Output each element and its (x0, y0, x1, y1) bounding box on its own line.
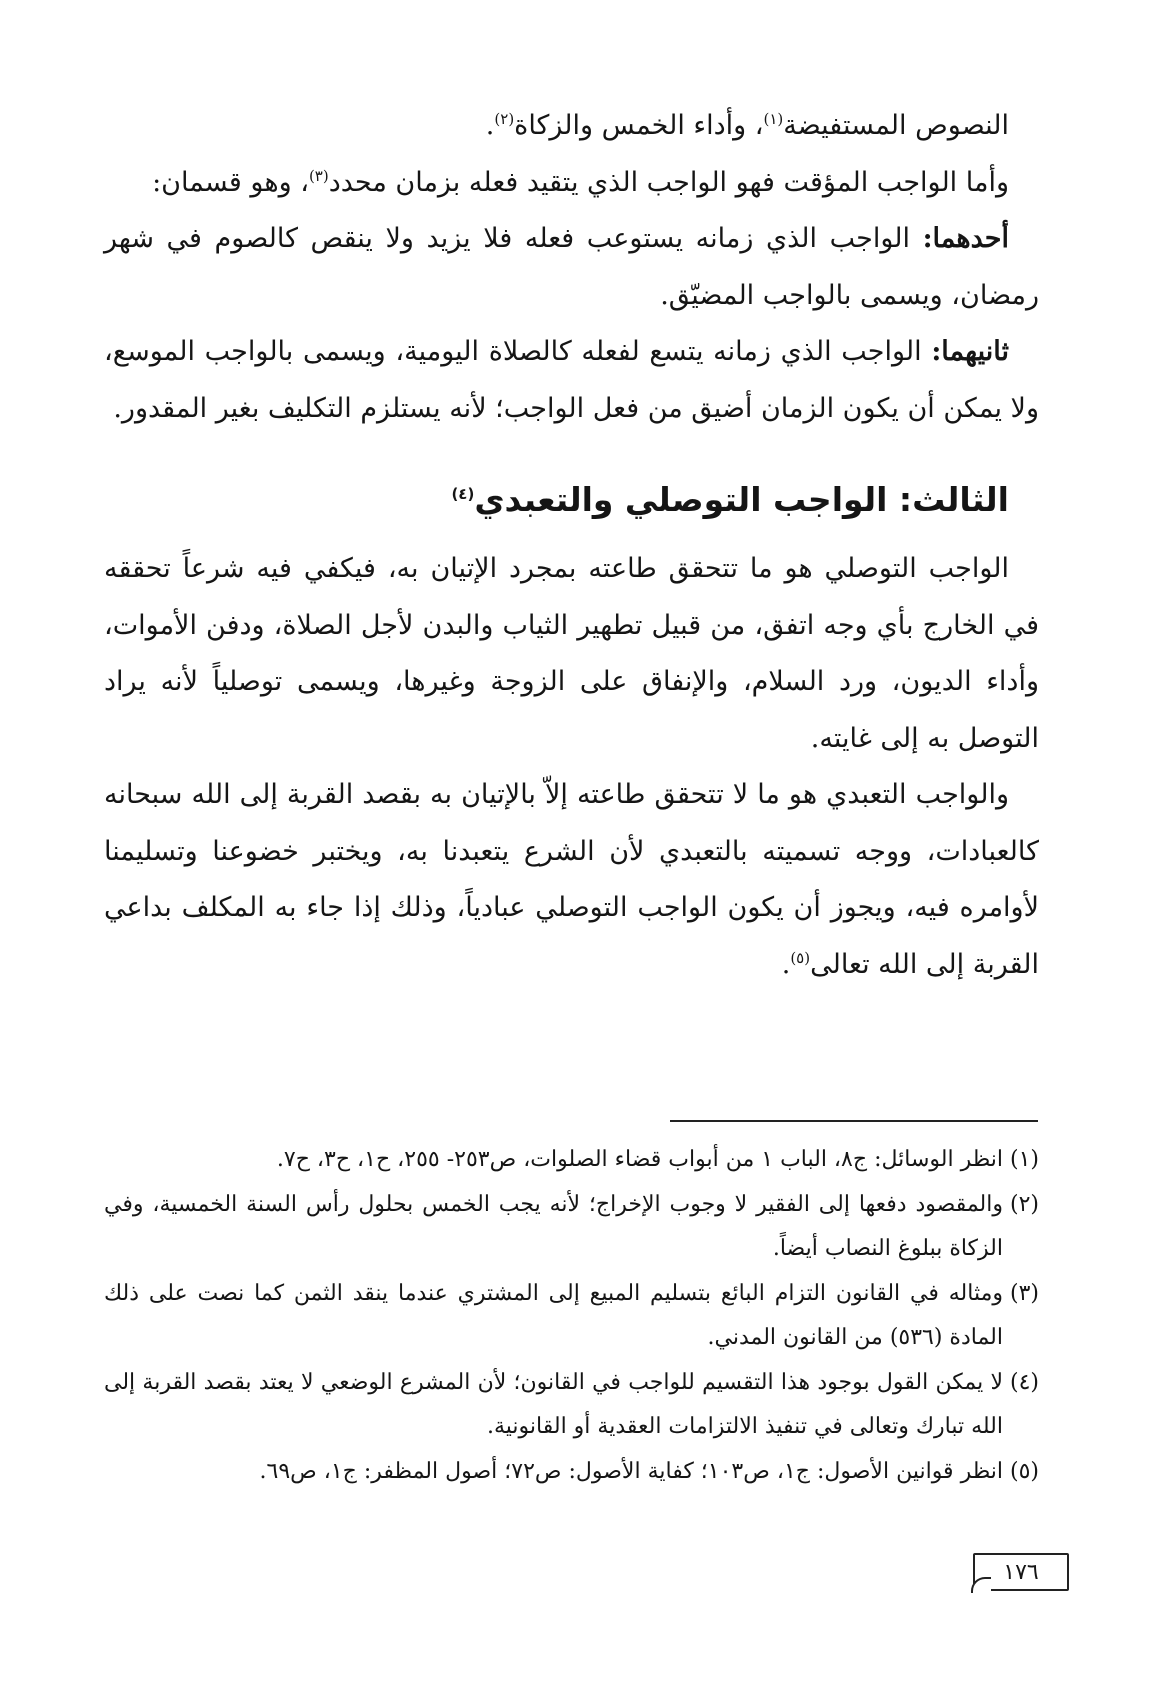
paragraph-6 (104, 767, 1039, 993)
footnote-text: انظر قوانين الأصول: ج١، ص١٠٣؛ كفاية الأصول: ص٧٢؛ أصول المظفر: ج١، ص٦٩. (259, 1459, 1003, 1484)
footnote-4 (104, 1361, 1039, 1449)
footnote-text: انظر الوسائل: ج٨، الباب ١ من أبواب قضاء الصلوات، ص٢٥٣- ٢٥٥، ح١، ح٣، ح٧. (276, 1147, 1003, 1172)
footnote-marker: (٢) (494, 110, 515, 128)
paragraph-text: الواجب الذي زمانه يستوعب فعله فلا يزيد ولا ينقص كالصوم في شهر رمضان، ويسمى بالواجب المضيّق. (104, 223, 1039, 311)
footnote-number: (٥) (1009, 1459, 1039, 1484)
footnote-1 (104, 1138, 1039, 1182)
footnote-text: ومثاله في القانون التزام البائع بتسليم المبيع إلى المشتري عندما ينقد الثمن كما نصت على ذلك المادة (٥٣٦) من القانون المدني. (104, 1281, 1003, 1350)
footnote-marker: (٤) (451, 485, 475, 503)
footnote-marker: (١) (763, 110, 784, 128)
paragraph-1 (104, 98, 1039, 155)
footnote-separator (670, 1120, 1038, 1122)
footnote-marker: (٥) (790, 948, 811, 967)
section-title: الواجب التوصلي والتعبدي (474, 480, 899, 519)
paragraph-5: الواجب التوصلي هو ما تتحقق طاعته بمجرد الإتيان به، فيكفي فيه شرعاً تحققه في الخارج بأي وجه اتفق، من قبيل تطهير الثياب والبدن لأجل الصلاة، ودفن الأموات، وأداء الديون، ورد السلام، والإنفاق على الزوجة وغيرها، ويسمى توصلياً لأنه يراد التوصل به إلى غايته. (104, 553, 1039, 754)
paragraph-text: النصوص المستفيضة (783, 110, 1009, 141)
footnote-marker: (٣) (308, 166, 329, 185)
section-heading (104, 475, 1009, 525)
main-text (104, 98, 1039, 993)
paragraph-text: الواجب الذي زمانه يتسع لفعله كالصلاة اليومية، ويسمى بالواجب الموسع، ولا يمكن أن يكون الزمان أضيق من فعل الواجب؛ لأنه يستلزم التكليف بغير المقدور. (104, 336, 1039, 424)
page-number: ١٧٦ (1003, 1559, 1039, 1585)
paragraph-text: والواجب التعبدي هو ما لا تتحقق طاعته إلاّ بالإتيان به بقصد القربة إلى الله سبحانه كالعبادات، ووجه تسميته بالتعبدي لأن الشرع يتعبدنا به، ويختبر خضوعنا وتسليمنا لأوامره فيه، ويجوز أن يكون الواجب التوصلي عبادياً، وذلك إذا جاء به المكلف بداعي القربة إلى الله تعالى (104, 779, 1039, 980)
footnote-number: (٤) (1009, 1370, 1039, 1395)
section-label: الثالث: (898, 480, 1009, 519)
footnote-text: والمقصود دفعها إلى الفقير لا وجوب الإخراج؛ لأنه يجب الخمس بحلول رأس السنة الخمسية، وفي الزكاة ببلوغ النصاب أيضاً. (104, 1192, 1003, 1261)
paragraph-4 (104, 324, 1039, 437)
footnote-number: (٣) (1009, 1281, 1039, 1306)
footnote-text: لا يمكن القول بوجود هذا التقسيم للواجب في القانون؛ لأن المشرع الوضعي لا يعتد بقصد القربة إلى الله تبارك وتعالى في تنفيذ الالتزامات العقدية أو القانونية. (104, 1370, 1003, 1439)
paragraph-lead: ثانيهما: (931, 336, 1009, 367)
footnotes (104, 1138, 1039, 1495)
paragraph-text: وأما الواجب المؤقت فهو الواجب الذي يتقيد فعله بزمان محدد (328, 166, 1009, 198)
paragraph-3 (104, 211, 1039, 324)
footnote-2 (104, 1183, 1039, 1271)
paragraph-text: . (781, 948, 791, 980)
page-number-box (973, 1553, 1069, 1591)
footnote-3 (104, 1272, 1039, 1360)
paragraph-text: . (485, 110, 495, 141)
page-curl-icon (971, 1577, 991, 1593)
footnote-5 (104, 1450, 1039, 1494)
footnote-number: (١) (1009, 1147, 1039, 1172)
paragraph-2 (104, 155, 1039, 212)
footnote-number: (٢) (1009, 1192, 1039, 1217)
paragraph-text: ، وأداء الخمس والزكاة (514, 110, 764, 141)
paragraph-text: ، وهو قسمان: (152, 166, 309, 198)
paragraph-lead: أحدهما: (922, 223, 1009, 254)
